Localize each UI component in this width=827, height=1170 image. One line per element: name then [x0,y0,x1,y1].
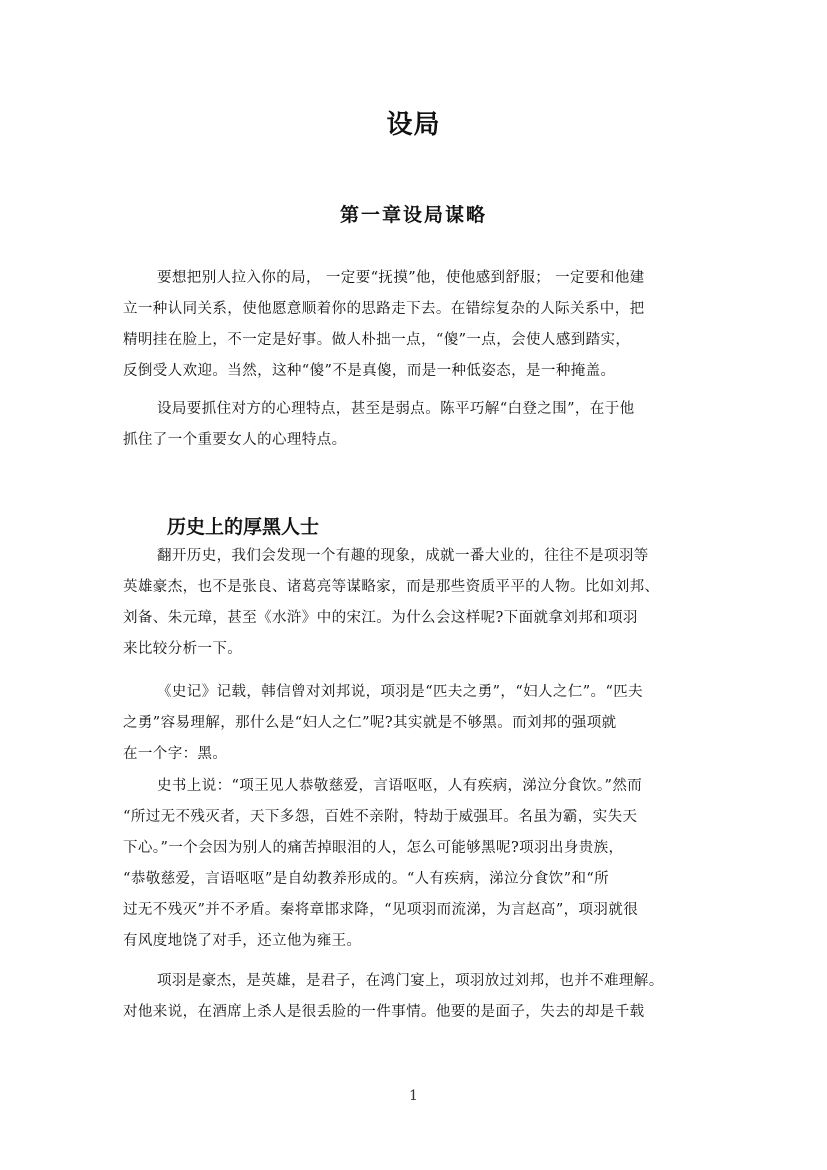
text-line: “恭敬慈爱，言语呕呕”是自幼教养形成的。“人有疾病，涕泣分食饮”和“所 [123,871,610,887]
text-line: 要想把别人拉入你的局， 一定要“抚摸”他，使他感到舒服； 一定要和他建 [157,270,645,286]
text-line: 翻开历史，我们会发现一个有趣的现象，成就一番大业的，往往不是项羽等 [157,548,649,564]
section-heading: 历史上的厚黑人士 [167,516,320,538]
body-paragraph-3 [123,771,723,957]
body-paragraph-2 [123,677,723,770]
text-line: “所过无不残灭者，天下多怨，百姓不亲附，特劫于威强耳。名虽为霸，实失天 [123,809,638,825]
body-paragraph-1 [123,541,723,665]
body-paragraph-4 [123,966,723,1028]
page-number: 1 [409,1088,418,1104]
text-line: 《史记》记载，韩信曾对刘邦说，项羽是“匹夫之勇”，“妇人之仁”。“匹夫 [157,684,644,700]
chapter-title: 第一章设局谋略 [339,204,487,226]
text-line: 来比较分析一下。 [123,641,243,657]
text-line: 精明挂在脸上，不一定是好事。做人朴拙一点，“傻”一点，会使人感到踏实， [123,332,631,348]
text-line: 史书上说：“项王见人恭敬慈爱，言语呕呕，人有疾病，涕泣分食饮。”然而 [157,778,643,794]
text-line: 英雄豪杰，也不是张良、诸葛亮等谋略家，而是那些资质平平的人物。比如刘邦、 [123,579,660,595]
text-line: 在一个字：黑。 [123,746,228,762]
intro-paragraph-1 [123,263,723,387]
document-title: 设局 [386,110,441,140]
text-line: 项羽是豪杰，是英雄，是君子，在鸿门宴上，项羽放过刘邦，也并不难理解。 [157,973,664,989]
intro-paragraph-2 [123,394,723,456]
text-line: 刘备、朱元璋，甚至《水浒》中的宋江。为什么会这样呢?下面就拿刘邦和项羽 [123,610,638,626]
text-line: 下心。”一个会因为别人的痛苦掉眼泪的人，怎么可能够黑呢?项羽出身贵族， [123,840,624,856]
text-line: 抓住了一个重要女人的心理特点。 [123,432,347,448]
text-line: 过无不残灭”并不矛盾。秦将章邯求降，“见项羽而流涕，为言赵高”，项羽就很 [123,902,639,918]
text-line: 有风度地饶了对手，还立他为雍王。 [123,933,362,949]
text-line: 立一种认同关系，使他愿意顺着你的思路走下去。在错综复杂的人际关系中，把 [123,301,645,317]
text-line: 对他来说，在酒席上杀人是很丢脸的一件事情。他要的是面子，失去的却是千载 [123,1004,645,1020]
text-line: 设局要抓住对方的心理特点，甚至是弱点。陈平巧解“白登之围”，在于他 [157,401,635,417]
text-line: 反倒受人欢迎。当然，这种“傻”不是真傻，而是一种低姿态，是一种掩盖。 [123,363,616,379]
text-line: 之勇”容易理解，那什么是“妇人之仁”呢?其实就是不够黑。而刘邦的强项就 [123,715,617,731]
